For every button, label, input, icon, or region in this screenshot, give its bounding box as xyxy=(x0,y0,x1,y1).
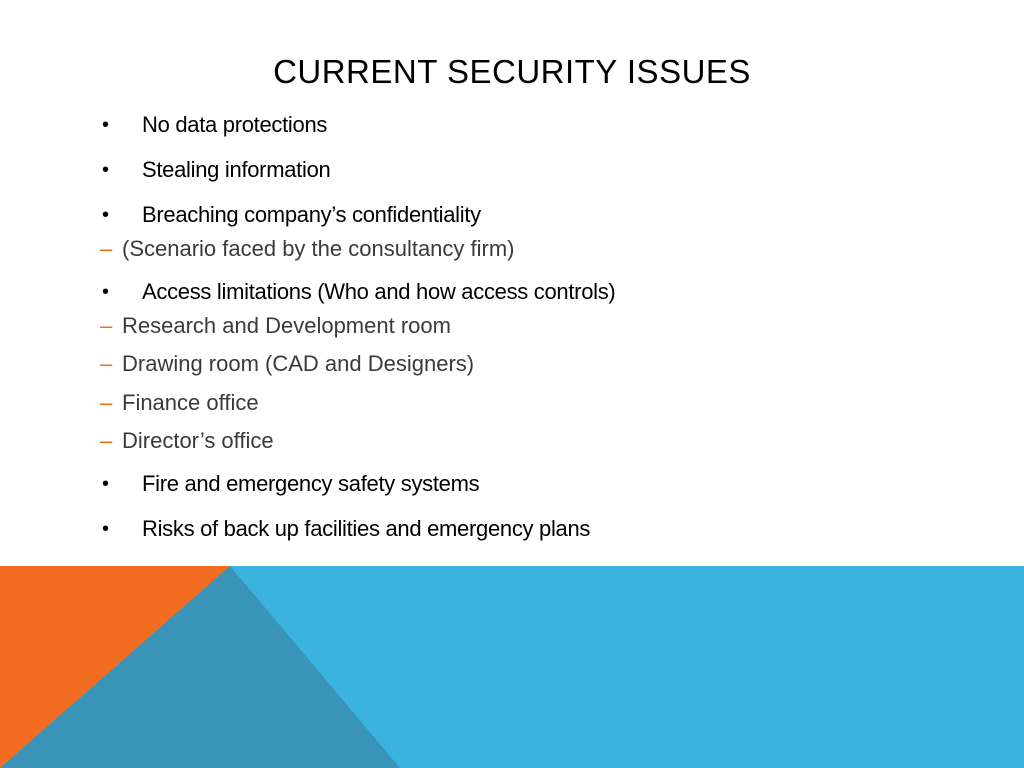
bullet-text: Access limitations (Who and how access controls) xyxy=(142,278,616,304)
dash-marker: – xyxy=(100,428,113,453)
sub-item xyxy=(100,311,980,350)
bullet-text: No data protections xyxy=(142,112,328,137)
bullet-text: Stealing information xyxy=(142,157,331,182)
bullet-item xyxy=(100,465,980,510)
sub-item-text: Drawing room (CAD and Designers) xyxy=(122,351,475,376)
sub-item xyxy=(100,234,980,273)
bullet-marker: • xyxy=(102,204,109,226)
slide-title: CURRENT SECURITY ISSUES xyxy=(273,53,751,90)
dash-marker: – xyxy=(100,389,113,415)
dash-marker: – xyxy=(100,312,113,338)
sub-item-text: (Scenario faced by the consultancy firm) xyxy=(122,236,515,261)
bullet-marker: • xyxy=(102,280,109,303)
bullet-marker: • xyxy=(102,114,109,136)
bullet-marker: • xyxy=(102,472,109,495)
bullet-list xyxy=(100,106,980,555)
bullet-text: Fire and emergency safety systems xyxy=(142,470,480,496)
sub-item-text: Research and Development room xyxy=(122,312,451,338)
bullet-text: Risks of back up facilities and emergency plans xyxy=(142,515,591,541)
bullet-item xyxy=(100,510,980,555)
dash-marker: – xyxy=(100,236,113,261)
sub-item-text: Finance office xyxy=(122,389,259,415)
dash-marker: – xyxy=(100,351,113,376)
sub-item xyxy=(100,426,980,465)
bullet-item xyxy=(100,106,980,151)
decorative-footer-shapes xyxy=(0,566,1024,768)
bullet-marker: • xyxy=(102,159,109,181)
sub-item-text: Director’s office xyxy=(122,428,274,453)
sub-item xyxy=(100,349,980,388)
bullet-text: Breaching company’s confidentiality xyxy=(142,202,481,227)
sub-item xyxy=(100,388,980,427)
bullet-marker: • xyxy=(102,517,109,540)
bullet-item xyxy=(100,151,980,196)
